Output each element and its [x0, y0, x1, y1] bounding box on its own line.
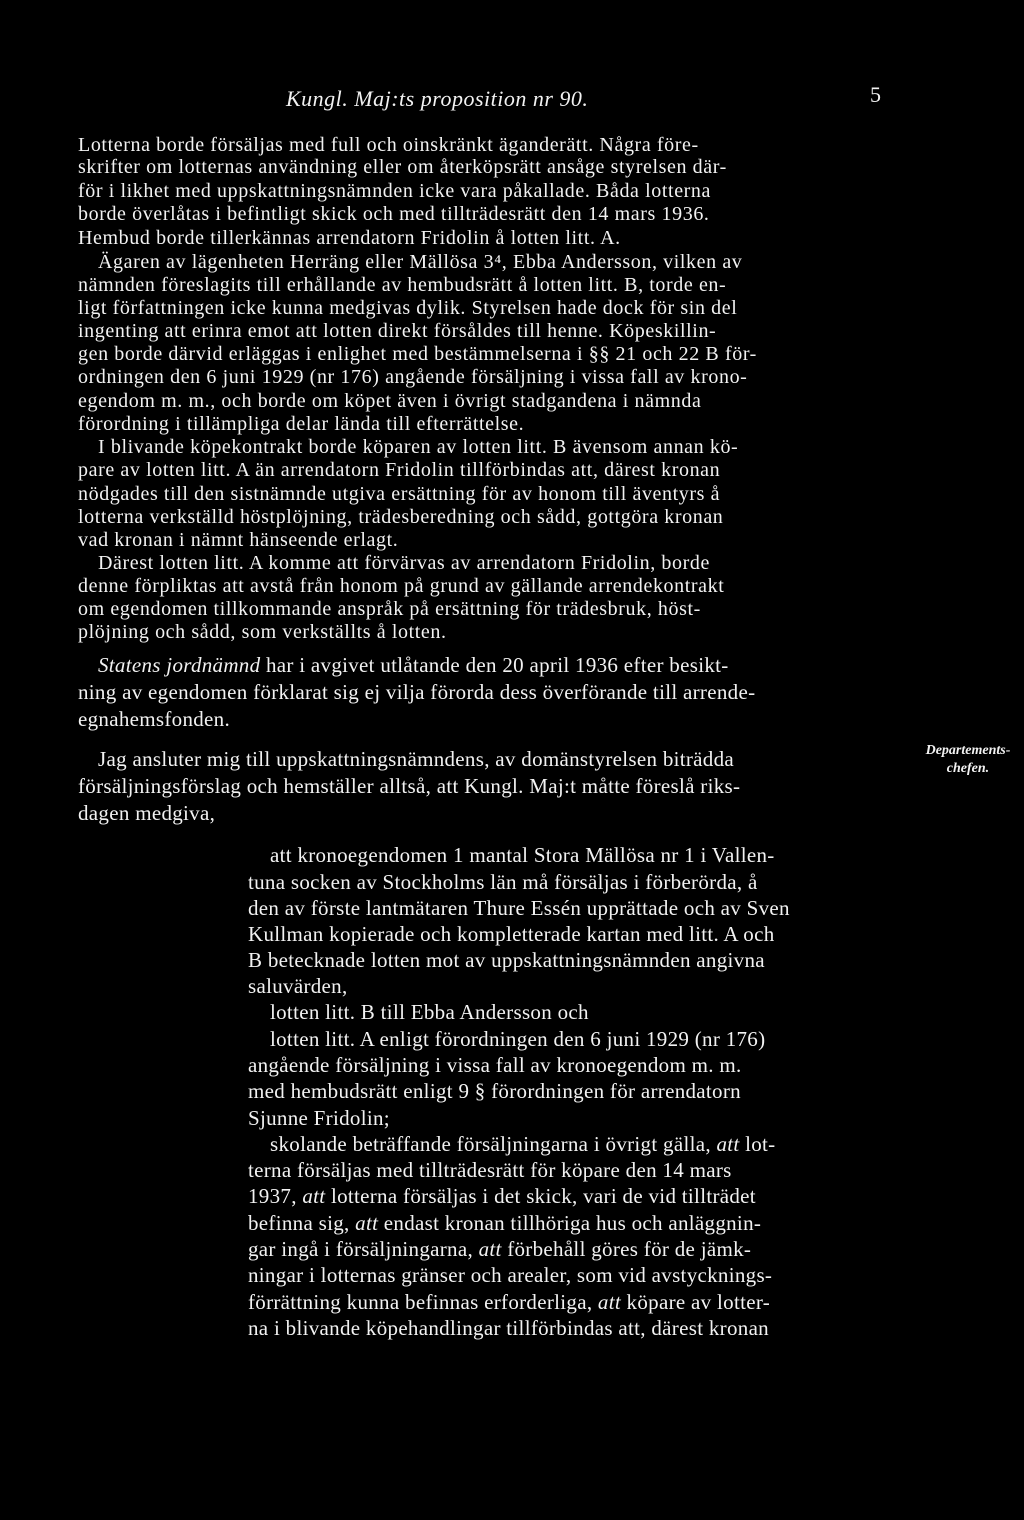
text-line: plöjning och sådd, som verkställts å lotten. [78, 621, 447, 643]
text-line: borde överlåtas i befintligt skick och med tillträdesrätt den 14 mars 1936. [78, 203, 710, 225]
text-line: om egendomen tillkommande anspråk på ersättning för trädesbruk, höst- [78, 598, 701, 620]
text-line: den av förste lantmätaren Thure Essén upprättade och av Sven [248, 896, 790, 920]
text-line: pare av lotten litt. A än arrendatorn Fridolin tillförbindas att, därest kronan [78, 459, 721, 481]
margin-note-line: chefen. [946, 761, 990, 776]
text-fragment: lot- [739, 1132, 776, 1156]
text-line: försäljningsförslag och hemställer alltså, att Kungl. Maj:t måtte föreslå riks- [78, 774, 741, 798]
text-line: med hembudsrätt enligt 9 § förordningen för arrendatorn [248, 1079, 741, 1103]
text-line [248, 1237, 751, 1261]
text-line: förordning i tillämpliga delar lända till efterrättelse. [78, 413, 525, 435]
text-line: angående försäljning i vissa fall av kronoegendom m. m. [248, 1053, 742, 1077]
text-line: dagen medgiva, [78, 801, 216, 825]
text-line: Därest lotten litt. A komme att förvärvas av arrendatorn Fridolin, borde [98, 552, 710, 574]
text-line: ligt författningen icke kunna medgivas dylik. Styrelsen hade dock för sin del [78, 297, 738, 319]
att-word: att [302, 1184, 326, 1208]
att-word: att [716, 1132, 740, 1156]
text-line [248, 1211, 761, 1235]
text-fragment: befinna sig, [248, 1211, 356, 1235]
text-line: lotten litt. A enligt förordningen den 6 juni 1929 (nr 176) [270, 1027, 766, 1051]
text-line: ning av egendomen förklarat sig ej vilja förorda dess överförande till arrende- [78, 680, 756, 704]
text-line: vad kronan i nämnt hänseende erlagt. [78, 529, 399, 551]
text-line [270, 1132, 775, 1156]
text-line: Jag ansluter mig till uppskattningsnämndens, av domänstyrelsen biträdda [98, 747, 735, 771]
text-fragment: förbehåll göres för de jämk- [501, 1237, 752, 1261]
text-line: lotterna verkställd höstplöjning, trädesberedning och sådd, gottgöra kronan [78, 506, 724, 528]
text-line: terna försäljas med tillträdesrätt för köpare den 14 mars [248, 1158, 732, 1182]
text-line: nödgades till den sistnämnde utgiva ersättning för av honom till äventyrs å [78, 483, 721, 505]
text-line: B betecknade lotten mot av uppskattningsnämnden angivna [248, 948, 765, 972]
att-word: att [478, 1237, 502, 1261]
text-line: saluvärden, [248, 974, 348, 998]
text-fragment: endast kronan tillhöriga hus och anläggnin- [378, 1211, 762, 1235]
page-number: 5 [870, 82, 881, 107]
text-line: Kullman kopierade och kompletterade kartan med litt. A och [248, 922, 775, 946]
text-line: ningar i lotternas gränser och arealer, som vid avstycknings- [248, 1263, 773, 1287]
text-fragment: har i avgivet utlåtande den 20 april 1936 efter besikt- [260, 653, 729, 677]
text-fragment: skolande beträffande försäljningarna i övrigt gälla, [270, 1132, 717, 1156]
text-line: gen borde därvid erläggas i enlighet med bestämmelserna i §§ 21 och 22 B för- [78, 343, 757, 365]
text-line [248, 1184, 756, 1208]
text-line: ordningen den 6 juni 1929 (nr 176) angående försäljning i vissa fall av krono- [78, 366, 748, 388]
margin-note [918, 742, 1018, 778]
text-line [248, 1290, 770, 1314]
text-line: att kronoegendomen 1 mantal Stora Mällösa nr 1 i Vallen- [270, 843, 775, 867]
text-line: för i likhet med uppskattningsnämnden icke vara påkallade. Båda lotterna [78, 180, 712, 202]
text-line: ingenting att erinra emot att lotten direkt försåldes till henne. Köpeskillin- [78, 320, 717, 342]
page-header [0, 82, 1024, 116]
text-line: nämnden föreslagits till erhållande av hembudsrätt å lotten litt. B, torde en- [78, 274, 727, 296]
text-fragment: köpare av lotter- [621, 1290, 770, 1314]
text-line [98, 653, 729, 677]
text-line: Sjunne Fridolin; [248, 1106, 390, 1130]
margin-note-line: Departements- [925, 743, 1011, 758]
text-fragment: förrättning kunna befinnas erforderliga, [248, 1290, 598, 1314]
text-line: I blivande köpekontrakt borde köparen av lotten litt. B ävensom annan kö- [98, 436, 739, 458]
text-line: Hembud borde tillerkännas arrendatorn Fridolin å lotten litt. A. [78, 227, 621, 249]
text-line: Ägaren av lägenheten Herräng eller Mällösa 3⁴, Ebba Andersson, vilken av [98, 251, 743, 273]
running-title: Kungl. Maj:ts proposition nr 90. [286, 86, 589, 111]
att-word: att [355, 1211, 379, 1235]
text-line: Lotterna borde försäljas med full och oinskränkt äganderätt. Några före- [78, 134, 699, 156]
text-fragment: lotterna försäljas i det skick, vari de vid tillträdet [325, 1184, 756, 1208]
agency-name: Statens jordnämnd [98, 653, 261, 677]
text-line: denne förpliktas att avstå från honom på grund av gällande arrendekontrakt [78, 575, 725, 597]
att-word: att [597, 1290, 621, 1314]
text-line: egnahemsfonden. [78, 707, 231, 731]
text-line: egendom m. m., och borde om köpet även i övrigt stadgandena i nämnda [78, 390, 702, 412]
text-fragment: gar ingå i försäljningarna, [248, 1237, 479, 1261]
text-line: lotten litt. B till Ebba Andersson och [270, 1000, 589, 1024]
text-line: skrifter om lotternas användning eller om återköpsrätt ansåge styrelsen där- [78, 156, 727, 178]
text-line: na i blivande köpehandlingar tillförbindas att, därest kronan [248, 1316, 769, 1340]
text-line: tuna socken av Stockholms län må försäljas i förberörda, å [248, 870, 758, 894]
text-fragment: 1937, [248, 1184, 303, 1208]
